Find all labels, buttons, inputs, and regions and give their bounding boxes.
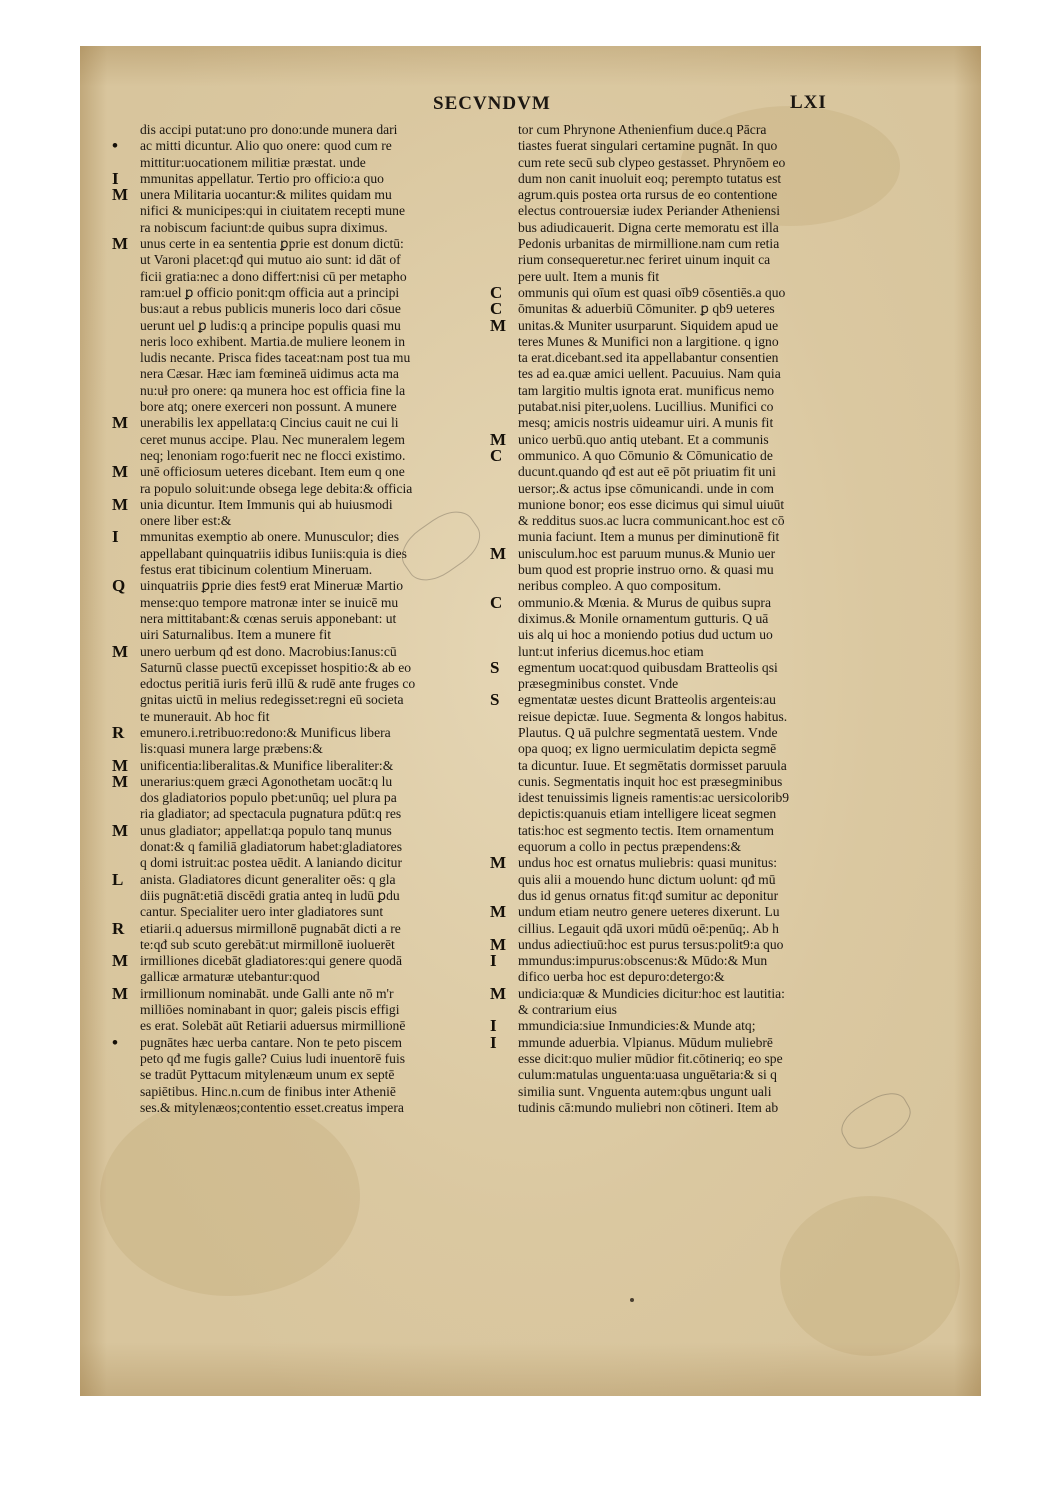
- initial-letter: M: [112, 985, 129, 1003]
- text-line: [112, 1084, 500, 1100]
- text-line: [112, 285, 500, 301]
- text-line: [490, 676, 890, 692]
- text-line: [490, 301, 890, 317]
- text-line: [490, 236, 890, 252]
- line-text: ram:uel ꝑ officio ponit:qm officia aut a principi: [140, 284, 400, 300]
- text-line: [112, 953, 500, 969]
- line-text: ōmunitas & aduerbiū Cōmuniter. ꝑ qb9 ueteres: [518, 301, 775, 317]
- text-line: [490, 872, 890, 888]
- line-text: unerarius:quem græci Agonothetam uocāt:q lu: [140, 773, 393, 789]
- text-line: [112, 252, 500, 268]
- text-line: [112, 122, 500, 138]
- line-text: mittitur:uocationem militiæ præstat. unde: [140, 154, 366, 170]
- text-line: [112, 709, 500, 725]
- text-line: [112, 904, 500, 920]
- line-text: pere uult. Item a munis fit: [518, 268, 660, 284]
- line-text: ut Varoni placet:qđ qui mutuo aio sunt: id dāt of: [140, 252, 401, 268]
- line-text: unē officiosum ueteres dicebant. Item eum q one: [140, 464, 405, 480]
- line-text: electus controuersiæ iudex Periander Atheniensi: [518, 203, 780, 219]
- line-text: ludis necante. Prisca fides taceat:nam post tua mu: [140, 350, 411, 366]
- initial-letter: I: [490, 953, 497, 970]
- initial-letter: M: [112, 773, 129, 791]
- initial-letter: M: [112, 415, 129, 432]
- line-text: ficii gratia:nec a dono differt:nisi cū per metapho: [140, 268, 407, 284]
- text-line: [490, 546, 890, 562]
- line-text: dos gladiatorios populo pbet:unūq; uel plura pa: [140, 790, 397, 806]
- line-text: opa quoq; ex ligno uermiculatim depicta segmē: [518, 741, 777, 757]
- line-text: ta erat.dicebant.sed ita appellabantur consentien: [518, 350, 779, 366]
- line-text: mmunitas exemptio ab onere. Munusculor; dies: [140, 529, 399, 545]
- text-line: [112, 758, 500, 774]
- text-line: [490, 432, 890, 448]
- text-line: [490, 529, 890, 545]
- text-line: [490, 986, 890, 1002]
- text-line: [490, 1100, 890, 1116]
- text-line: [490, 334, 890, 350]
- line-text: neris loco exhibent. Martia.de muliere leonem in: [140, 333, 405, 349]
- line-text: munia faciunt. Item a munus per diminutionē fit: [518, 529, 780, 545]
- initial-letter: M: [490, 317, 507, 334]
- text-line: [112, 937, 500, 953]
- line-text: bore atq; onere exerceri non possunt. A munere: [140, 399, 397, 415]
- text-line: [490, 464, 890, 480]
- line-text: mmunitas appellatur. Tertio pro officio:a quo: [140, 170, 384, 186]
- text-line: [112, 301, 500, 317]
- line-text: tiastes fuerat singulari certamine pugnāt. In quo: [518, 138, 778, 154]
- line-text: ommunico. A quo Cōmunio & Cōmunicatio de: [518, 447, 773, 463]
- initial-letter: R: [112, 920, 125, 937]
- text-line: [490, 660, 890, 676]
- text-line: [112, 986, 500, 1002]
- line-text: dum non canit inuoluit eoq; perempto tutatus est: [518, 170, 782, 186]
- text-line: [112, 399, 500, 415]
- line-text: q domi istruit:ac postea uēdit. A laniando dicitur: [140, 855, 403, 871]
- text-line: [490, 888, 890, 904]
- paper-stain: [100, 1096, 360, 1296]
- line-text: unisculum.hoc est paruum munus.& Munio uer: [518, 545, 776, 561]
- line-text: donat:& q familiā gladiatorum habet:gladiatores: [140, 839, 402, 855]
- line-text: tam largitio multis ignota erat. munificus nemo: [518, 382, 775, 398]
- text-line: [490, 497, 890, 513]
- line-text: undus adiectiuū:hoc est purus tersus:polit9:a quo: [518, 936, 784, 952]
- line-text: appellabant quinquatriis idibus Iuniis:quia is dies: [140, 545, 407, 561]
- text-line: [490, 758, 890, 774]
- text-line: [112, 366, 500, 382]
- line-text: milliōes nominabant in quor; galeis piscis effigi: [140, 1002, 400, 1018]
- line-text: nu:uł pro onere: qa munera hoc est officia fine la: [140, 382, 406, 398]
- text-line: [112, 497, 500, 513]
- line-text: & redditus suos.ac lucra communicant.hoc est cō: [518, 513, 785, 529]
- line-text: te:qđ sub scuto gerebāt:ut mirmillonē iuoluerēt: [140, 936, 395, 952]
- text-line: [490, 562, 890, 578]
- text-line: [490, 627, 890, 643]
- text-line: [490, 969, 890, 985]
- text-line: [490, 725, 890, 741]
- line-text: ceret munus accipe. Plau. Nec muneralem legem: [140, 431, 405, 447]
- text-line: [490, 790, 890, 806]
- line-text: uersor;.& actus ipse cōmunicandi. unde in com: [518, 480, 774, 496]
- line-text: tudinis cā:mundo muliebri non cōtineri. Item ab: [518, 1099, 779, 1115]
- line-text: quis alii a mouendo hunc dictum uolunt: qđ mū: [518, 871, 776, 887]
- line-text: equorum a collo in pectus præpendens:&: [518, 839, 742, 855]
- text-line: [490, 1084, 890, 1100]
- line-text: putabat.nisi piter,uolens. Lucillius. Munifici co: [518, 399, 774, 415]
- initial-letter: M: [112, 643, 129, 660]
- text-line: [490, 399, 890, 415]
- line-text: munione bonor; eos esse dicimus qui simul uiuūt: [518, 496, 785, 512]
- line-text: uinquatriis ꝑprie dies fest9 erat Mineruæ Martio: [140, 578, 404, 594]
- text-line: [112, 203, 500, 219]
- text-line: [112, 448, 500, 464]
- line-text: unerabilis lex appellata:q Cincius cauit ne cui li: [140, 415, 399, 431]
- line-text: cunis. Segmentatis inquit hoc est præsegminibus: [518, 773, 783, 789]
- text-line: [112, 383, 500, 399]
- line-text: agrum.quis postea orta rursus de eo contentione: [518, 187, 778, 203]
- text-line: [490, 415, 890, 431]
- line-text: egmentum uocat:quod quibusdam Bratteolis qsi: [518, 659, 778, 675]
- text-line: [112, 236, 500, 252]
- line-text: festus erat tibicinum colentium Mineruam.: [140, 562, 373, 578]
- initial-letter: M: [490, 855, 507, 872]
- line-text: lis:quasi munera large præbens:&: [140, 741, 323, 757]
- line-text: unia dicuntur. Item Immunis qui ab huiusmodi: [140, 496, 393, 512]
- text-line: [490, 1018, 890, 1034]
- line-text: undus hoc est ornatus muliebris: quasi munitus:: [518, 855, 778, 871]
- text-line: [112, 415, 500, 431]
- text-line: [112, 155, 500, 171]
- initial-letter: S: [490, 659, 500, 677]
- line-text: cum rete secū sub clypeo gestasset. Phrynōem eo: [518, 154, 786, 170]
- text-line: [112, 692, 500, 708]
- line-text: unico uerbū.quo antiq utebant. Et a communis: [518, 431, 769, 447]
- initial-letter: S: [490, 692, 500, 709]
- line-text: se tradūt Pyttacum mitylenæum unum ex septē: [140, 1067, 395, 1083]
- line-text: & contrarium eius: [518, 1002, 617, 1018]
- text-line: [490, 1051, 890, 1067]
- initial-letter: C: [490, 284, 503, 302]
- initial-letter: I: [490, 1034, 497, 1051]
- line-text: Plautus. Q uā pulchre segmentatā uestem. Vnde: [518, 724, 778, 740]
- text-line: [112, 1018, 500, 1034]
- text-line: [112, 627, 500, 643]
- line-text: undicia:quæ & Mundicies dicitur:hoc est lautitia:: [518, 985, 785, 1001]
- line-text: emunero.i.retribuo:redono:& Munificus libera: [140, 724, 391, 740]
- initial-letter: I: [112, 170, 119, 188]
- initial-letter: M: [490, 545, 507, 563]
- text-line: [490, 1002, 890, 1018]
- line-text: unus certe in ea sententia ꝑprie est donum dictū:: [140, 236, 404, 252]
- initial-letter: M: [112, 822, 129, 840]
- text-line: [490, 937, 890, 953]
- initial-letter: I: [112, 529, 119, 546]
- line-text: mense:quo tempore matronæ inter se inuicē mu: [140, 594, 399, 610]
- text-line: [490, 921, 890, 937]
- line-text: idest tenuissimis ligneis ramentis:ac uersicolorib9: [518, 790, 790, 806]
- text-line: [112, 432, 500, 448]
- text-line: [112, 595, 500, 611]
- text-line: [112, 741, 500, 757]
- line-text: tor cum Phrynone Athenienfium duce.q Pācra: [518, 122, 767, 137]
- line-text: bum quod est proprie instruo orno. & quasi mu: [518, 562, 774, 578]
- text-line: [490, 203, 890, 219]
- text-line: [490, 595, 890, 611]
- line-text: peto qđ me fugis galle? Cuius ludi inuentorē fuis: [140, 1050, 406, 1066]
- initial-letter: •: [112, 138, 118, 155]
- line-text: undum etiam neutro genere ueteres dixerunt. Lu: [518, 904, 780, 920]
- text-line: [490, 318, 890, 334]
- text-line: [112, 187, 500, 203]
- text-line: [490, 644, 890, 660]
- line-text: te munerauit. Ab hoc fit: [140, 708, 270, 724]
- text-line: [112, 1051, 500, 1067]
- line-text: onere liber est:&: [140, 513, 232, 529]
- line-text: diis pugnāt:etiā discēdi gratia anteq in ludū ꝑdu: [140, 887, 400, 903]
- text-line: [490, 285, 890, 301]
- text-line: [112, 660, 500, 676]
- text-line: [112, 611, 500, 627]
- text-line: [490, 252, 890, 268]
- initial-letter: C: [490, 594, 503, 611]
- text-line: [112, 269, 500, 285]
- text-line: [112, 855, 500, 871]
- line-text: nifici & municipes:qui in ciuitatem recepti mune: [140, 203, 406, 219]
- line-text: dus id genus ornatus fit:qđ sumitur ac deponitur: [518, 887, 779, 903]
- line-text: rium consequeretur.nec feriret uinum inquit ca: [518, 252, 771, 268]
- text-line: [490, 774, 890, 790]
- text-line: [490, 220, 890, 236]
- text-line: [490, 1067, 890, 1083]
- line-text: uis alq ui hoc a moniendo potius dud uctum uo: [518, 627, 773, 643]
- text-line: [490, 155, 890, 171]
- line-text: cantur. Specialiter uero inter gladiatores sunt: [140, 904, 384, 920]
- initial-letter: M: [490, 985, 507, 1003]
- text-line: [112, 839, 500, 855]
- line-text: Saturnū classe puectū excepisset hospitio:& ab eo: [140, 659, 412, 675]
- text-line: [490, 692, 890, 708]
- text-line: [490, 481, 890, 497]
- right-text-column: [490, 122, 890, 1116]
- line-text: mmundicia:siue Inmundicies:& Munde atq;: [518, 1018, 756, 1034]
- ink-dot: [630, 1298, 634, 1302]
- line-text: anista. Gladiatores dicunt generaliter oēs: q gla: [140, 871, 396, 887]
- initial-letter: M: [112, 187, 129, 204]
- text-line: [490, 855, 890, 871]
- text-line: [490, 823, 890, 839]
- text-line: [112, 969, 500, 985]
- initial-letter: C: [490, 301, 503, 318]
- line-text: irmilliones dicebāt gladiatores:qui genere quodā: [140, 953, 402, 969]
- left-text-column: [112, 122, 500, 1116]
- line-text: ducunt.quando qđ est aut eē pōt priuatim fit uni: [518, 464, 776, 480]
- text-line: [112, 725, 500, 741]
- text-line: [112, 481, 500, 497]
- text-line: [112, 334, 500, 350]
- text-line: [490, 953, 890, 969]
- line-text: difico uerba hoc est depuro:detergo:&: [518, 969, 725, 985]
- initial-letter: Q: [112, 578, 126, 595]
- text-line: [112, 464, 500, 480]
- line-text: sapiētibus. Hinc.n.cum de finibus inter Atheniē: [140, 1083, 396, 1099]
- line-text: depictis:quanuis etiam intelligere liceat segmen: [518, 806, 777, 822]
- text-line: [112, 676, 500, 692]
- text-line: [112, 318, 500, 334]
- text-line: [112, 578, 500, 594]
- text-line: [112, 220, 500, 236]
- line-text: gnitas uictū in melius redegisset:regni eū societa: [140, 692, 404, 708]
- line-text: tes ad ea.quæ amici uellent. Pacuuius. Nam quia: [518, 366, 781, 382]
- line-text: ria gladiator; ad spectacula pugnatura pdūt:q res: [140, 806, 402, 822]
- text-line: [490, 122, 890, 138]
- text-line: [112, 644, 500, 660]
- text-line: [112, 872, 500, 888]
- text-line: [112, 1035, 500, 1051]
- paper-stain: [780, 1196, 960, 1356]
- initial-letter: M: [112, 953, 129, 970]
- text-line: [112, 888, 500, 904]
- folio-number: LXI: [790, 92, 827, 113]
- initial-letter: M: [112, 757, 129, 774]
- line-text: bus adiudicauerit. Digna certe memoratu est illa: [518, 219, 779, 235]
- initial-letter: M: [490, 431, 507, 448]
- line-text: ta dicuntur. Iuue. Et segmētatis dormisset paruula: [518, 757, 787, 773]
- running-head: SECVNDVM: [433, 93, 551, 114]
- text-line: [112, 790, 500, 806]
- line-text: irmillionum nominabāt. unde Galli ante nō m'r: [140, 985, 394, 1001]
- text-line: [490, 578, 890, 594]
- text-line: [112, 1067, 500, 1083]
- text-line: [112, 806, 500, 822]
- line-text: ommunio.& Mœnia. & Murus de quibus supra: [518, 594, 771, 610]
- initial-letter: C: [490, 447, 503, 465]
- line-text: nera mittitabant:& cœnas seruis apponebant: ut: [140, 610, 397, 626]
- initial-letter: I: [490, 1018, 497, 1035]
- text-line: [112, 823, 500, 839]
- text-line: [112, 138, 500, 154]
- text-line: [112, 171, 500, 187]
- line-text: ac mitti dicuntur. Alio quo onere: quod cum re: [140, 138, 392, 154]
- text-line: [112, 1100, 500, 1116]
- text-line: [490, 611, 890, 627]
- line-text: dis accipi putat:uno pro dono:unde munera dari: [140, 122, 398, 137]
- initial-letter: M: [490, 904, 507, 921]
- text-line: [112, 350, 500, 366]
- line-text: pugnātes hæc uerba cantare. Non te peto piscem: [140, 1034, 402, 1050]
- line-text: teres Munes & Munifici non a largitione. q igno: [518, 333, 779, 349]
- line-text: etiarii.q aduersus mirmillonē pugnabāt dicti a re: [140, 920, 401, 936]
- text-line: [112, 921, 500, 937]
- line-text: gallicæ armaturæ utebantur:quod: [140, 969, 320, 985]
- line-text: bus:aut a rebus publicis muneris loco dari cōsue: [140, 301, 401, 317]
- initial-letter: •: [112, 1034, 118, 1051]
- line-text: mmunde aduerbia. Vlpianus. Mūdum muliebrē: [518, 1034, 773, 1050]
- line-text: esse dicit:quo mulier mūdior fit.cōtineriq; eo spe: [518, 1050, 783, 1066]
- text-line: [490, 171, 890, 187]
- text-line: [112, 774, 500, 790]
- initial-letter: M: [112, 236, 129, 253]
- line-text: neribus compleo. A quo compositum.: [518, 578, 722, 594]
- text-line: [490, 138, 890, 154]
- text-line: [490, 350, 890, 366]
- initial-letter: M: [490, 936, 507, 954]
- line-text: ra populo soluit:unde obsega lege debita:& officia: [140, 480, 413, 496]
- initial-letter: R: [112, 724, 125, 742]
- text-line: [490, 709, 890, 725]
- line-text: similia sunt. Vnguenta autem:qbus ungunt uali: [518, 1083, 772, 1099]
- line-text: ommunis qui oīum est quasi oīb9 cōsentiēs.a quo: [518, 284, 786, 300]
- text-line: [490, 448, 890, 464]
- line-text: unificentia:liberalitas.& Munifice liberaliter:&: [140, 757, 394, 773]
- initial-letter: M: [112, 464, 129, 481]
- text-line: [490, 839, 890, 855]
- line-text: unus gladiator; appellat:qa populo tanq munus: [140, 822, 392, 838]
- text-line: [490, 366, 890, 382]
- line-text: ra nobiscum faciunt:de quibus supra diximus.: [140, 219, 388, 235]
- line-text: mmundus:impurus:obscenus:& Mūdo:& Mun: [518, 953, 768, 969]
- line-text: diximus.& Monile ornamentum gutturis. Q uā: [518, 610, 769, 626]
- line-text: reisue depictæ. Iuue. Segmenta & longos habitus.: [518, 708, 788, 724]
- line-text: uerunt uel ꝑ ludis:q a principe populis quasi mu: [140, 317, 401, 333]
- line-text: præsegminibus constet. Vnde: [518, 676, 679, 692]
- line-text: mesq; amicis nostris uideamur uiri. A munis fit: [518, 415, 774, 431]
- line-text: unera Militaria uocantur:& milites quidam mu: [140, 187, 392, 203]
- line-text: tatis:hoc est segmento tectis. Item ornamentum: [518, 822, 774, 838]
- line-text: lunt:ut inferius dicemus.hoc etiam: [518, 643, 704, 659]
- text-line: [490, 806, 890, 822]
- text-line: [112, 1002, 500, 1018]
- text-line: [490, 383, 890, 399]
- text-line: [490, 513, 890, 529]
- line-text: neq; lenoniam rogo:fuerit nec ne flocci existimo.: [140, 447, 406, 463]
- line-text: edoctus peritiā iuris ferū illū & rudē ante fruges co: [140, 676, 416, 692]
- line-text: uiri Saturnalibus. Item a munere fit: [140, 627, 332, 643]
- line-text: Pedonis urbanitas de mirmillione.nam cum retia: [518, 236, 780, 252]
- line-text: es erat. Solebāt aūt Retiarii aduersus mirmillionē: [140, 1018, 406, 1034]
- text-line: [490, 269, 890, 285]
- initial-letter: L: [112, 871, 124, 888]
- line-text: ses.& mitylenæos;contentio esset.creatus impera: [140, 1099, 404, 1115]
- text-line: [490, 1035, 890, 1051]
- line-text: unitas.& Muniter usurparunt. Siquidem apud ue: [518, 317, 779, 333]
- line-text: unero uerbum qđ est dono. Macrobius:Ianus:cū: [140, 643, 397, 659]
- text-line: [490, 741, 890, 757]
- text-line: [490, 904, 890, 920]
- text-line: [490, 187, 890, 203]
- line-text: nera Cæsar. Hæc iam fœmineā uidimus acta ma: [140, 366, 399, 382]
- line-text: cillius. Legauit qdā uxori mūdū oē:penūq;. Ab h: [518, 920, 779, 936]
- line-text: egmentatæ uestes dicunt Bratteolis argenteis:au: [518, 692, 776, 708]
- line-text: culum:matulas unguenta:uasa unguētaria:& si q: [518, 1067, 777, 1083]
- initial-letter: M: [112, 496, 129, 514]
